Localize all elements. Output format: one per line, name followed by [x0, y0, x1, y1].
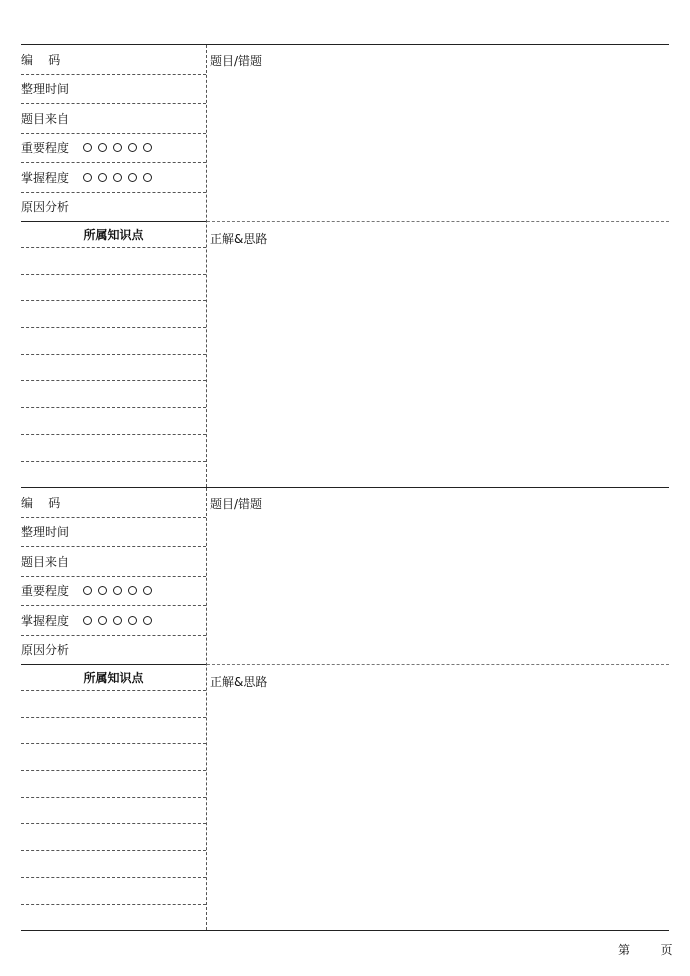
importance-row [21, 577, 206, 607]
rating-circle-icon[interactable] [128, 143, 137, 152]
rating-circle-icon[interactable] [143, 616, 152, 625]
mastery-label: 掌握程度 [21, 613, 70, 628]
rating-circle-icon[interactable] [143, 173, 152, 182]
knowledge-line[interactable] [21, 462, 206, 489]
error-entry-block-1 [21, 44, 669, 487]
time-row [21, 75, 206, 105]
entry-info-column [21, 488, 207, 930]
rating-circle-icon[interactable] [113, 616, 122, 625]
reason-label: 原因分析 [21, 200, 70, 215]
importance-label: 重要程度 [21, 141, 70, 156]
question-answer-divider [207, 664, 669, 665]
code-label: 编 码 [21, 52, 61, 67]
rating-circle-icon[interactable] [83, 173, 92, 182]
code-row [21, 45, 206, 75]
source-label: 题目来自 [21, 111, 70, 126]
time-row [21, 518, 206, 548]
source-label: 题目来自 [21, 554, 70, 569]
knowledge-point-heading: 所属知识点 [21, 222, 206, 248]
rating-circle-icon[interactable] [128, 173, 137, 182]
knowledge-line[interactable] [21, 718, 206, 745]
knowledge-line[interactable] [21, 878, 206, 905]
rating-circle-icon[interactable] [98, 143, 107, 152]
rating-circle-icon[interactable] [98, 173, 107, 182]
time-label: 整理时间 [21, 525, 70, 540]
question-heading: 题目/错题 [210, 497, 263, 511]
rating-circle-icon[interactable] [143, 586, 152, 595]
importance-row [21, 134, 206, 164]
mastery-row [21, 163, 206, 193]
mastery-row [21, 606, 206, 636]
knowledge-line[interactable] [21, 355, 206, 382]
rating-circle-icon[interactable] [113, 143, 122, 152]
knowledge-line[interactable] [21, 408, 206, 435]
knowledge-line[interactable] [21, 328, 206, 355]
reason-label: 原因分析 [21, 643, 70, 658]
rating-circle-icon[interactable] [83, 143, 92, 152]
knowledge-point-heading: 所属知识点 [21, 665, 206, 691]
importance-rating[interactable] [83, 586, 152, 595]
mastery-label: 掌握程度 [21, 170, 70, 185]
rating-circle-icon[interactable] [83, 616, 92, 625]
knowledge-line[interactable] [21, 851, 206, 878]
rating-circle-icon[interactable] [98, 616, 107, 625]
entry-info-column [21, 45, 207, 487]
mastery-rating[interactable] [83, 173, 152, 182]
knowledge-line[interactable] [21, 744, 206, 771]
answer-heading: 正解&思路 [210, 675, 268, 689]
notebook-sheet [21, 44, 669, 930]
source-row [21, 547, 206, 577]
reason-row [21, 636, 206, 666]
knowledge-line[interactable] [21, 691, 206, 718]
footer-rule [21, 930, 669, 931]
time-label: 整理时间 [21, 82, 70, 97]
rating-circle-icon[interactable] [98, 586, 107, 595]
knowledge-line[interactable] [21, 905, 206, 932]
reason-row [21, 193, 206, 223]
answer-heading: 正解&思路 [210, 232, 268, 246]
mastery-rating[interactable] [83, 616, 152, 625]
knowledge-line[interactable] [21, 435, 206, 462]
importance-rating[interactable] [83, 143, 152, 152]
knowledge-line[interactable] [21, 301, 206, 328]
error-entry-block-2 [21, 487, 669, 930]
question-heading: 题目/错题 [210, 54, 263, 68]
code-row [21, 488, 206, 518]
knowledge-line[interactable] [21, 824, 206, 851]
knowledge-line[interactable] [21, 798, 206, 825]
page-number-label: 第 页 [618, 943, 673, 957]
rating-circle-icon[interactable] [113, 173, 122, 182]
rating-circle-icon[interactable] [128, 586, 137, 595]
rating-circle-icon[interactable] [113, 586, 122, 595]
code-label: 编 码 [21, 495, 61, 510]
rating-circle-icon[interactable] [128, 616, 137, 625]
source-row [21, 104, 206, 134]
importance-label: 重要程度 [21, 584, 70, 599]
knowledge-line[interactable] [21, 248, 206, 275]
knowledge-line[interactable] [21, 771, 206, 798]
question-answer-divider [207, 221, 669, 222]
rating-circle-icon[interactable] [83, 586, 92, 595]
knowledge-line[interactable] [21, 381, 206, 408]
knowledge-line[interactable] [21, 275, 206, 302]
rating-circle-icon[interactable] [143, 143, 152, 152]
